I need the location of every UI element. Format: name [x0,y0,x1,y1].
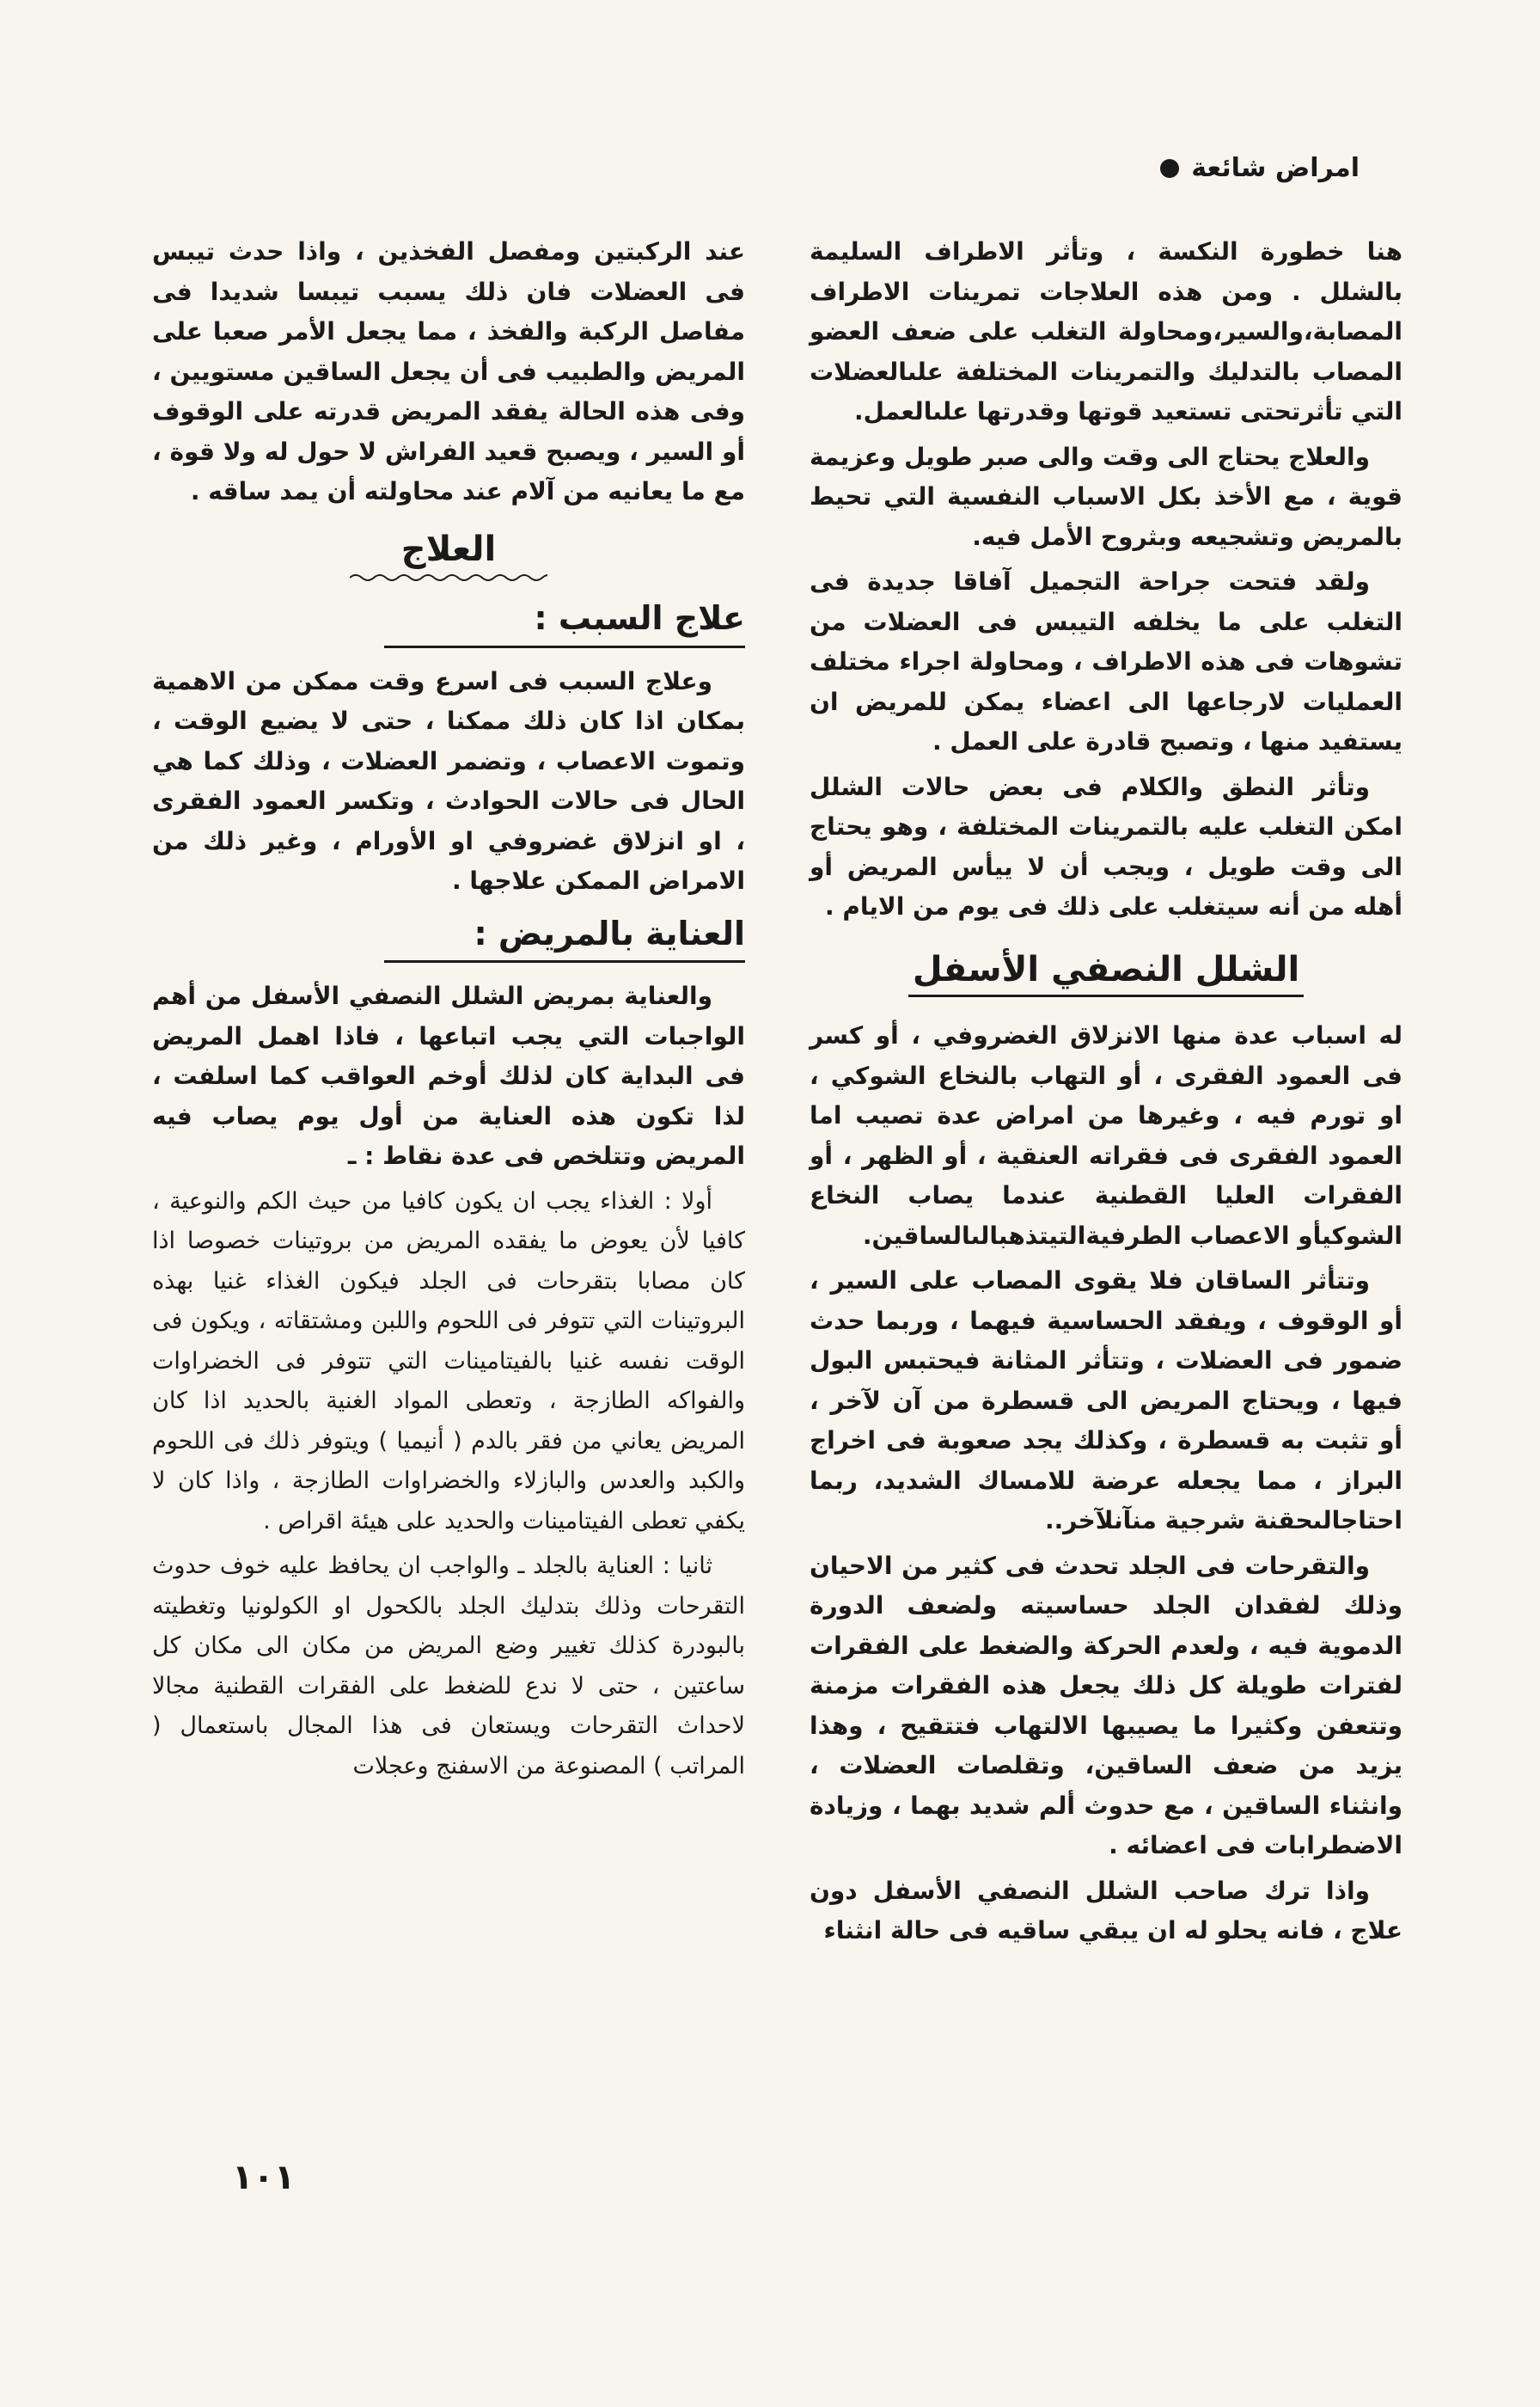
treatment-heading [152,530,745,584]
body-paragraph: هنا خطورة النكسة ، وتأثر الاطراف السليمة بالشلل . ومن هذه العلاجات تمرينات الاطراف المصابة،والسير،ومحاولة التغلب على ضعف العضو المصاب بالتدليك والتمرينات المختلفة علىالعضلات التي تأثرتحتى تستعيد قوتها وقدرتها علىالعمل. [810,237,1402,426]
body-paragraph: عند الركبتين ومفصل الفخذين ، واذا حدث تيبس فى العضلات فان ذلك يسبب تيبسا شديدا فى مفاصل الركبة والفخذ ، مما يجعل الأمر صعبا على المريض والطبيب فى أن يجعل الساقين مستويين ، وفى هذه الحالة يفقد المريض قدرته على الوقوف أو السير ، ويصبح قعيد الفراش لا حول له ولا قوة ، مع ما يعانيه من آلام عند محاولته أن يمد ساقه . [152,237,745,505]
right-column [810,232,1402,1957]
section-heading [810,950,1402,998]
running-header [1160,153,1360,183]
cause-treatment-heading: علاج السبب : [384,598,745,648]
bullet-icon [1160,159,1179,178]
body-paragraph: وتأثر النطق والكلام فى بعض حالات الشلل امكن التغلب عليه بالتمرينات المختلفة ، وهو يحتاج الى وقت طويل ، ويجب أن لا ييأس المريض أو أهله من أنه سيتغلب على ذلك فى يوم من الايام . [810,772,1402,921]
body-paragraph: واذا ترك صاحب الشلل النصفي الأسفل دون علاج ، فانه يحلو له ان يبقي ساقيه فى حالة انثناء [810,1876,1402,1945]
section-heading-text: الشلل النصفي الأسفل [912,949,1300,989]
page-number: ١٠١ [232,2158,296,2197]
body-paragraph: ثانيا : العناية بالجلد ـ والواجب ان يحافظ عليه خوف حدوث التقرحات وذلك بتدليك الجلد بالكحول او الكولونيا وتغطيته بالبودرة كذلك تغيير وضع المريض من مكان الى مكان كل ساعتين ، حتى لا ندع للضغط على الفقرات القطنية مجالا لاحداث التقرحات ويستعان فى هذا المجال باستعمال ( المراتب ) المصنوعة من الاسفنج وعجلات [152,1553,745,1779]
wavy-underline-icon [350,573,547,583]
treatment-heading-text: العلاج [400,529,497,569]
body-paragraph: أولا : الغذاء يجب ان يكون كافيا من حيث الكم والنوعية ، كافيا لأن يعوض ما يفقده المريض من بروتينات خصوصا اذا كان مصابا بتقرحات فى الجلد فيكون الغذاء غنيا بهذه البروتينات التي تتوفر فى اللحوم واللبن ومشتقاته ، ويكون فى الوقت نفسه غنيا بالفيتامينات التي تتوفر فى الخضراوات والفواكه الطازجة ، وتعطى المواد الغنية بالحديد اذا كان المريض يعاني من فقر بالدم ( أنيميا ) ويتوفر ذلك فى اللحوم والكبد والعدس والبازلاء والخضراوات الطازجة ، واذا كان لا يكفي تعطى الفيتامينات والحديد على هيئة اقراص . [152,1187,745,1534]
body-paragraph: والعناية بمريض الشلل النصفي الأسفل من أهم الواجبات التي يجب اتباعها ، فاذا اهمل المريض فى البداية كان لذلك أوخم العواقب كما اسلفت ، لذا تكون هذه العناية من أول يوم يصاب فيه المريض وتتلخص فى عدة نقاط : ـ [152,982,745,1170]
body-paragraph: وتتأثر الساقان فلا يقوى المصاب على السير ، أو الوقوف ، ويفقد الحساسية فيهما ، وربما حدث ضمور فى العضلات ، وتتأثر المثانة فيحتبس البول فيها ، ويحتاج المريض الى قسطرة من آن لآخر ، أو تثبت به قسطرة ، وكذلك يجد صعوبة فى اخراج البراز ، مما يجعله عرضة للامساك الشديد، ربما احتاجالىحقنة شرجية منآنلآخر.. [810,1266,1402,1534]
body-paragraph: وعلاج السبب فى اسرع وقت ممكن من الاهمية بمكان اذا كان ذلك ممكنا ، حتى لا يضيع الوقت ، وتموت الاعصاب ، وتضمر العضلات ، وذلك كما هي الحال فى حالات الحوادث ، وتكسر العمود الفقرى ، او انزلاق غضروفي او الأورام ، وغير ذلك من الامراض الممكن علاجها . [152,666,745,895]
patient-care-heading: العناية بالمريض : [384,914,745,964]
body-paragraph: ولقد فتحت جراحة التجميل آفاقا جديدة فى التغلب على ما يخلفه التيبس فى العضلات من تشوهات فى هذه الاطراف ، ومحاولة اجراء مختلف العمليات لارجاعها الى اعضاء يمكن للمريض ان يستفيد منها ، وتصبح قادرة على العمل . [810,567,1402,756]
heading-underline [908,995,1304,997]
left-column [152,232,745,1791]
body-paragraph: والتقرحات فى الجلد تحدث فى كثير من الاحيان وذلك لفقدان الجلد حساسيته ولضعف الدورة الدموية فيه ، ولعدم الحركة والضغط على الفقرات لفترات طويلة كل ذلك يجعل هذه الفقرات مزمنة وتتعفن وكثيرا ما يصيبها الالتهاب فتتقيح ، وهذا يزيد من ضعف الساقين، وتقلصات العضلات ، وانثناء الساقين ، مع حدوث ألم شديد بهما ، وزيادة الاضطرابات فى اعضائه . [810,1551,1402,1859]
body-paragraph: له اسباب عدة منها الانزلاق الغضروفي ، أو كسر فى العمود الفقرى ، أو التهاب بالنخاع الشوكي ، او تورم فيه ، وغيرها من امراض عدة تصيب اما العمود الفقرى فى فقراته العنقية ، أو الظهر ، أو الفقرات العليا القطنية عندما يصاب النخاع الشوكيأو الاعصاب الطرفيةالتيتذهبالىالساقين. [810,1021,1402,1250]
body-paragraph: والعلاج يحتاج الى وقت والى صبر طويل وعزيمة قوية ، مع الأخذ بكل الاسباب النفسية التي تحيط بالمريض وتشجيعه وبثروح الأمل فيه. [810,442,1402,551]
header-title: امراض شائعة [1191,153,1360,183]
